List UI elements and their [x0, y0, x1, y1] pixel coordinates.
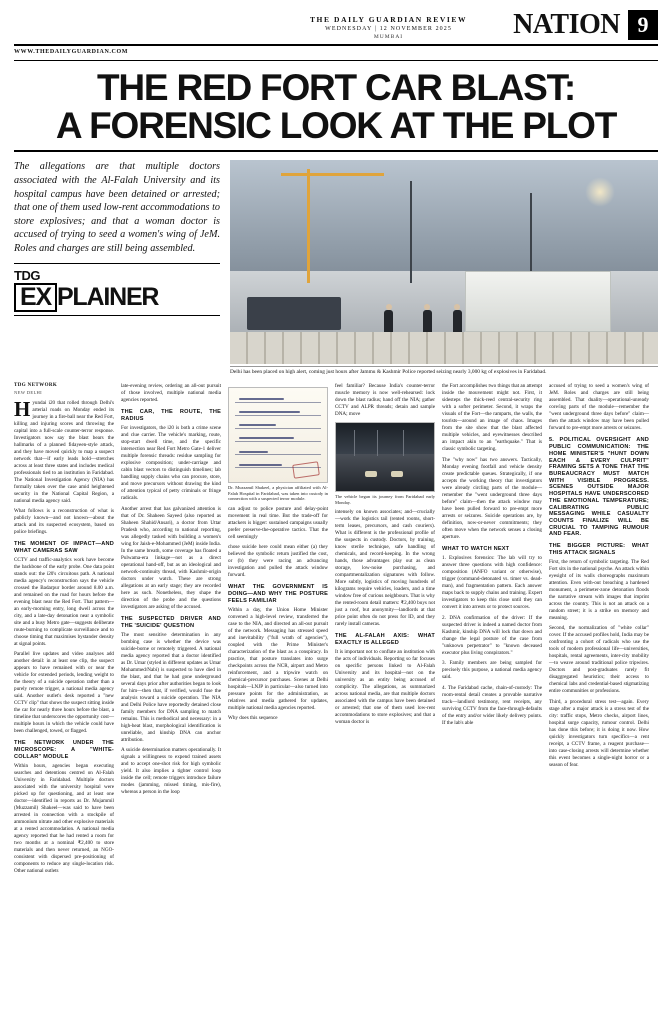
paragraph: 4. The Faridabad cache, chain-of-custody: The room-rental detail creates a provable narrative track—landlord testimony, rent receipts, any surviving CCTV from the face-through-defaults of the entry and/or wider likely delivery points. If the lab's able — [442, 684, 542, 726]
column-5 — [442, 383, 542, 878]
photo-person-3 — [453, 310, 462, 332]
paragraph: can adjust to police posture and delay-point movement in real time. But the trade-off for attackers is bigger: sustained campaigns usually prefer preserve-the-operative tactics. That the cell seemingly — [228, 505, 328, 540]
subheading: THE MOMENT OF IMPACT—AND WHAT CAMERAS SAW — [14, 541, 114, 554]
photo-pole-1 — [410, 181, 412, 283]
subheading: THE NETWORK UNDER THE MICROSCOPE: A "WHITE-COLLAR" MODULE — [14, 740, 114, 760]
paragraph: the Fort accomplishes two things that an attempt inside the mouvement might not. First, it sidesteps the thick-reed central-security ring with a softer perimeter. Second, it wraps the visuals of the Fort—the ramparts, the walls, the tourists—around an image of chaos. Images from the site show that the blast affected multiple vehicles, and eyewitnesses described an impact akin to an "earthquake." That is classic symbolic targeting. — [442, 383, 542, 453]
road-figure — [335, 422, 435, 505]
document-stamp — [292, 461, 320, 478]
paper-city: MUMBAI — [373, 34, 404, 40]
headline-line-1: THE RED FORT CAR BLAST: — [96, 67, 576, 108]
paragraph: Parallel live updates and video analyses add another detail: in at least one clip, the suspect appears to have remained with or near the vehicle for extended periods, lending weight to the theory of a suicide operation rather than a purely remote trigger, a national media agency said. Another outlet's desk reported a "new CCTV clip" that shows the suspect sitting inside the car for nearly three hours before the blast, a timeline that underscores the opportunity cost—multiple hours in which the vehicle could have been challenged, towed, or flagged. — [14, 651, 114, 735]
paragraph: A suicide determination matters operationally. It signals a willingness to expend trained assets and to accept one-shot risk for high symbolic yield. It also implies a tighter control loop inside the cell; remote triggers introduce failure modes (jamming, missed timing, mis-fire), whereas a person in the loop — [121, 747, 221, 796]
document-figure — [228, 387, 328, 501]
paragraph: feel familiar? Because India's counter-terror muscle memory is now well-rehearsed: lock down the blast radius; hand off the NIA; gather CCTV and ALPR threads; detain and sample DNA; move — [335, 383, 435, 418]
subheading: WHAT TO WATCH NEXT — [442, 545, 510, 552]
paragraph: Third, a procedural stress test—again. Every stage after a major attack is a stress test of the city: traffic stops, Metro checks, airport lines, hospital surge capacity, rumour control. Delhi has done this before; it is doing it now. How quickly investigators turn specifics—a rent receipt, a CCTV frame, a reagent purchase—into case-closing arrests will determine whether this event becomes a single-night horror or a season of fear. — [549, 698, 649, 768]
subheading: THE BIGGER PICTURE: WHAT THIS ATTACK SIGNALS — [549, 543, 649, 556]
headline — [14, 69, 658, 144]
document-photo — [228, 387, 328, 483]
subheading: THE CAR, THE ROUTE, THE RADIUS — [121, 409, 221, 423]
column-2 — [121, 383, 221, 878]
paragraph: Within a day, the Union Home Minister convened a high-level review, transferred the case to the NIA, and directed an all-out pursuit of the network. Messaging has stressed speed and inevitability ("full wrath of agencies"), coupled with the Prime Minister's characterization of the blast as a conspiracy. In practice, that posture translates into surge checkpoints across the NCR, airport and Metro reinforcement, and a tripwire watch on chemical-precursor purchases. Scenes at Delhi hospitals—LNJP in particular—also turned into pressure points for the administration, as relatives and media gathered for updates, multiple national media agencies reported. — [228, 606, 328, 711]
paragraph: Another arrest that has galvanized attention is that of Dr. Shaheen Sayeed (also reported as Shaheen Shahid/Ansari), a doctor from Uttar Pradesh who, according to national reporting, was allegedly tasked with building a women's wing for Jaish-e-Mohammed (JeM) inside India. In the same breath, some coverage has floated a Pulwama-era linkage—not as a direct operational hand-off, but as an ideological and network-continuity thread, with Kashmir-origin doctors under watch. These are strong allegations at an early stage; they are recorded here as such. Nonetheless, they shape the direction of the probe and the questions investigators are asking of the accused. — [121, 505, 221, 610]
masthead-right — [513, 10, 658, 40]
body-columns — [14, 383, 658, 878]
paragraph: CCTV and traffic-analytics work have become the backbone of the early probe. One data point stands out: the i20's circuitous path. A national media agency's reconstruction says the vehicle crossed the Badarpur border around 8.00 a.m. and remained on the road for hours before the evening blast near the Red Fort. That pattern—an early-morning entry, long dwell across the city, and a late-day detonation near a symbolic site and a busy Metro gate—suggests deliberate route-burning to complicate surveillance and to choose timing that maximises bystander density at signal points. — [14, 556, 114, 647]
paragraph: Second, the normalization of "white collar" cover. If the accused profiles hold, India may be confronting a cohort of radicals who use the tools of modern professional life—universities, hospitals, rental agreements, inter-city mobility—to weave around traditional police tripwires. Doctors and post-graduates rarely fit disaggregated heuristics; their access to chemical labs and credential-based stigmatizing entire communities or professions. — [549, 625, 649, 695]
explainer-word-plainer: PLAINER — [56, 283, 159, 312]
photo-person-2 — [423, 310, 432, 332]
byline-name: TDG NETWORK — [14, 383, 58, 389]
paragraph: 3. Family members are being sampled for precisely this purpose, a national media agency said. — [442, 660, 542, 681]
paragraph: 2. DNA confirmation of the driver: If the suspected driver is indeed a named doctor from Kashmir, kinship DNA will lock that down and change the legal posture of the case from "unknown perpetrator" to "known deceased executor plus living conspirators." — [442, 614, 542, 656]
photo-pole-2 — [530, 193, 532, 279]
subheading: THE AL-FALAH AXIS: WHAT EXACTLY IS ALLEGED — [335, 633, 435, 646]
lead-photo — [230, 160, 658, 364]
column-6 — [549, 383, 649, 878]
subheading: 5. POLITICAL OVERSIGHT AND PUBLIC COMMUNICATION: THE HOME MINISTER'S "HUNT DOWN EACH & EVERY CULPRIT" FRAMING SETS A TONE THAT THE BUREAUCRACY MUST MATCH WITH VISIBLE PROGRESS. SCENES OUTSIDE MAJOR HOSPITALS HAVE UNDERSCORED THE EMOTIONAL TEMPERATURE; CALIBRATING PUBLIC MESSAGING WHILE CASUALTY COUNTS FINALIZE WILL BE CRUCIAL TO TAMPING RUMOUR AND FEAR. — [549, 437, 649, 538]
paragraph: accused of trying to seed a women's wing of JeM. Roles and charges are still being assembled. That duality—operational-unready core/ing parts of the module—remember the "went underground three days before" claim—then the attack window may have been pulled forward to pre-empt more arrests or seizures. — [549, 383, 649, 432]
road-figure-caption: The vehicle began its journey from Faridabad early Monday. — [335, 493, 435, 505]
paragraph: intensely on known associates; and—crucially—work the logistics tail (rented rooms, short-term leases, precursors, and cash couriers). What is different is the professional profile of the suspects in custody. Doctors, by training, know sterile technique, safe handling of chemicals, and record-keeping. In the wrong hands, those advantages play out as clean storage, low-noise purchasing, and compartmentalization signatures with follow. More subtly, logistics of moving hundreds of kilograms require vehicles, loaders, and a time window free of curious neighbours. That is why the rented-room detail matters: ₹2,400 buys not just a roof, but anonymity—landlords at that price point often do not press for ID, and they rarely install cameras. — [335, 509, 435, 628]
paragraph: What follows is a reconstruction of what is publicly known—and not known—about the attack and its suspected ecosystem, based on police briefings. — [14, 508, 114, 536]
explainer-wordmark — [14, 283, 220, 312]
section-title: NATION — [513, 9, 620, 40]
paragraph: It is important not to conflate an institution with the acts of individuals. Reporting so far focuses on specific persons linked to Al-Falah University and its hospital—not on the university as an entity being accused of complicity. The allegations, as summarized across national media, are that multiple doctors associated with the campus have been detained or arrested; that one of them used low-rent accommodations to store explosives; and that a woman doctor is — [335, 649, 435, 726]
paragraph: Within hours, agencies began executing searches and detentions centred on Al-Falah University in Faridabad. Multiple doctors associated with the university hospital were picked up for questioning, and at least one doctor—identified in reports as Dr. Mujammil (Muzzamil) Shakeel—was said to have been arrested in connection with a stockpile of ammonium nitrate and other explosive materials at a rented accommodation. A national media agency reported that he had rented a room for two months at a nominal ₹2,400 to store materials and then never returned, an NGO-consistent with dispersed pre-positioning of components to reduce any single-location risk. Other national outlets — [14, 763, 114, 875]
photo-floodlight — [585, 177, 615, 207]
headline-block — [14, 61, 658, 152]
masthead — [14, 10, 658, 46]
page-number: 9 — [628, 10, 658, 40]
photo-barrier — [230, 332, 658, 365]
paragraph: Why does this sequence — [228, 715, 278, 722]
paragraph: 1. Explosives forensics: The lab will try to answer three questions with high confidence: composition (ANFO variant or otherwise), trigger (command-detonated vs. timer vs. dead-man), and fragmentation pattern. Each answer maps back to supply chains and training. Expert investigators to keep this close until they can convert it into arrests or to protect sources. — [442, 555, 542, 611]
paragraph: First, the return of symbolic targeting. The Red Fort sits in the national psyche. An attack within eyesight of its walls choreographs maximum attention. Even with-out breaching a hardened monument, a perimeter-zone detonation floods the narrative stream with images that imprint across the country. This is not an attack on a random street; it is a strike on memory and meaning. — [549, 558, 649, 621]
explainer-logo — [14, 263, 220, 316]
paragraph: Hyundai i20 that rolled through Delhi's arterial roads on Monday ended its journey in a fire-ball near the Red Fort, killing and injuring scores and throwing the capital into a full-scale counter-terror response. Investigators now say the blast bears the hallmarks of a planned fidayeen-style attack, and they have moved quickly to map a suspect network that—if early leads hold—stretches across at least three states and includes medical professionals tied to an institution in Faridabad. The National Investigation Agency (NIA) has formally taken over the case amid heightened security in the National Capital Region, a national media agency said. — [14, 396, 114, 504]
paper-name: THE DAILY GUARDIAN REVIEW — [309, 15, 468, 24]
lead-photo-caption: Delhi has been placed on high alert, coming just hours after Jammu & Kashmir Police reported seizing nearly 3,000 kg of explosives in Faridabad. — [230, 366, 658, 376]
photo-person-1 — [384, 310, 393, 332]
subheading: WHAT THE GOVERNMENT IS DOING—AND WHY THE POSTURE FEELS FAMILIAR — [228, 584, 328, 604]
explainer-box — [14, 283, 57, 312]
document-figure-caption: Dr. Muzzamil Shakeel, a physician affiliated with Al-Falah Hospital in Faridabad, was taken into custody in connection with a suspected terror module. — [228, 484, 328, 502]
paragraph: For investigators, the i20 is both a crime scene and clue carrier. The vehicle's marking, route, stop-start dwell time, and the specific intersection near Red Fort Metro Gate-1 deliver multiple forensic threads: residue sampling for explosive composition; under-carriage and cabin blast vectors to distinguish timelines; lab handling supply chains who can procure, store, and move precursors without drawing the kind of attention typical of petty criminals or fringe radicals. — [121, 425, 221, 502]
standfirst: The allegations are that multiple doctors associated with the Al-Falah University and its hospital campus have been detained or arrested; that one of them used low-rent accommodations to store explosives; and that a woman doctor is accused of trying to seed a women's wing of JeM. Roles and charges are still being assembled. — [14, 161, 220, 254]
photo-vehicle — [247, 297, 341, 330]
column-3 — [228, 383, 328, 878]
standfirst-column — [14, 160, 220, 376]
explainer-brand: TDG — [14, 268, 40, 284]
explainer-word-ex: EX — [20, 283, 51, 312]
paragraph: The "why now" has two answers. Tactically, Monday evening footfall and vehicle density create predictable queues. Strategically, if one accepts the working theory that investigators were already circling parts of the module—remember the "went underground three days before" claim—then the attack window may have been pulled forward to pre-empt more arrests or seizures. Suicide operations are, by definition, now-or-never commitments; they often move when the network senses a closing aperture. — [442, 456, 542, 540]
byline-location: NEW DELHI — [14, 390, 43, 396]
photo-crane-arm — [281, 173, 384, 176]
masthead-center — [264, 15, 513, 40]
lead-photo-column — [230, 160, 658, 376]
paragraph: The most sensitive determination in any bombing case is whether the device was suicide-borne or remotely triggered. A national media agency reported that a doctor identified as Dr. Umar (styled in different updates as Umar Mohammed/Nabi) is suspected to have died in the blast, and that he had gone underground several days prior after authorities began to look for him—then that, if verified, would fuse the analysis toward a suicide operation. The NIA and Delhi Police have reportedly detained close family members for DNA sampling to match remains. This is methodical and necessary: in a high-heat blast, morphological identification is unreliable, and kinship DNA can anchor attribution. — [121, 631, 221, 743]
photo-crane-mast — [307, 169, 310, 283]
top-zone — [14, 152, 658, 376]
paragraph: chose suicide here could mean either (a) they believed the symbolic return justified the cost, or (b) they were racing an advancing investigation and pulled the attack window forward. — [228, 544, 328, 579]
column-1 — [14, 383, 114, 878]
subheading: THE SUSPECTED DRIVER AND THE 'SUICIDE' QUESTION — [121, 615, 221, 629]
headline-line-2: A FORENSIC LOOK AT THE PLOT — [55, 104, 617, 146]
road-photo — [335, 422, 435, 492]
paper-date: WEDNESDAY | 12 NOVEMBER 2025 — [325, 26, 452, 32]
paragraph: late-evening review, ordering an all-out pursuit of those involved, multiple national media agencies reported. — [121, 383, 221, 404]
photo-tent — [465, 271, 611, 332]
website-url[interactable]: WWW.THEDAILYGUARDIAN.COM — [14, 46, 658, 61]
column-4 — [335, 383, 435, 878]
